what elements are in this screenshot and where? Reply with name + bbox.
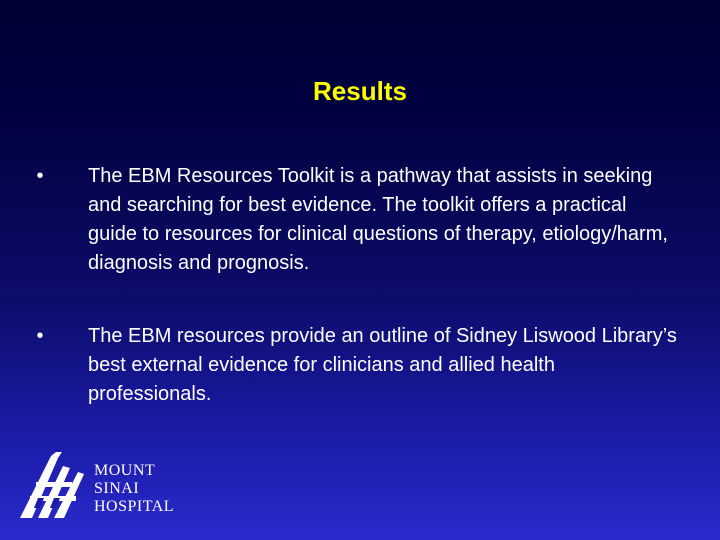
logo-wordmark (94, 462, 174, 516)
bullet-text: The EBM resources provide an outline of Sidney Liswood Library’s best external evidence for clinicians and allied health professionals. (88, 325, 677, 405)
mount-sinai-logo-icon (18, 452, 88, 518)
logo-line-mount: MOUNT (94, 462, 156, 479)
bullet-dot: • (36, 325, 44, 347)
bullet-list (30, 162, 680, 409)
bullet-item (30, 322, 680, 409)
hospital-logo (18, 452, 174, 518)
bullet-dot: • (36, 165, 44, 187)
logo-line-hospital: HOSPITAL (94, 498, 175, 515)
slide-title: Results (313, 76, 407, 106)
bullet-item (30, 162, 680, 278)
bullet-text: The EBM Resources Toolkit is a pathway that assists in seeking and searching for best evidence. The toolkit offers a practical guide to resources for clinical questions of therapy, etiology/harm, diagnosis and prognosis. (88, 165, 668, 274)
logo-line-sinai: SINAI (94, 480, 140, 497)
